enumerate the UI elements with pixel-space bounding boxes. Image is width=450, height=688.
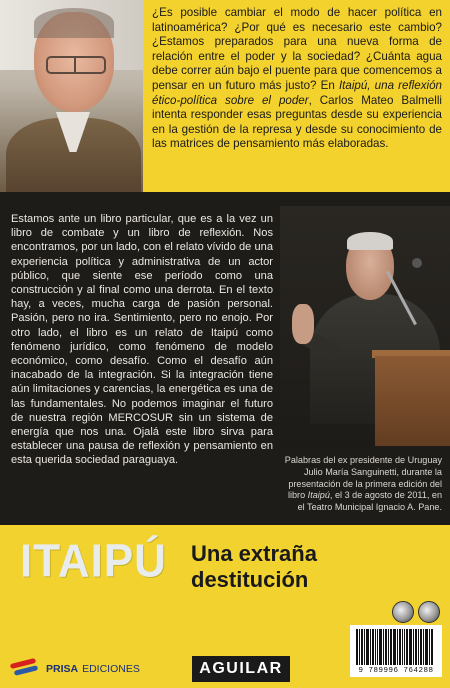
aguilar-imprint-logo: AGUILAR	[192, 656, 290, 682]
book-subtitle-line-1: Una extraña	[191, 541, 317, 566]
top-band	[0, 0, 450, 192]
caption-text-2: , el 3 de agosto de 2011, en el Teatro Municipal Ignacio A. Pane.	[297, 490, 442, 513]
bottom-band	[0, 525, 450, 688]
disc-badges	[392, 601, 440, 623]
prisa-logo-icon	[10, 659, 42, 679]
book-subtitle-line-2: destitución	[191, 567, 309, 592]
sanguinetti-quote: Estamos ante un libro particular, que es a la vez un libro de combate y un libro de reflexión. Nos encontramos, por un lado, con el relato vívido de una experiencia política y administrativa de un actor público, que siente ese período como una construcción y al final como una derrota. En el texto hay, a veces, mucha carga de pasión personal. Pasión, pero no ira. Sentimiento, pero no enojo. Por otro lado, el libro es un relato de Itaipú como fenómeno jurídico, como fenómeno de modelo económico, como desafío. Como el desafío aún inacabado de la integración. Si la integración tiene aún limitaciones y carencias, la energética es una de las fundamentales. No podemos imaginar el futuro de nuestra región MERCOSUR sin un sistema de energía que nos una. Ojalá este libro sirva para establecer una pausa de reflexión y pensamiento en esta querida sociedad paraguaya.	[11, 213, 273, 467]
barcode	[350, 625, 442, 677]
disc-icon	[418, 601, 440, 623]
book-title-main: ITAIPÚ	[20, 535, 167, 588]
quote-section	[0, 192, 450, 525]
blurb-text-1: ¿Es posible cambiar el modo de hacer política en latinoamérica? ¿Por qué es necesario este cambio? ¿Estamos preparados para una nueva forma de relación entre el poder y la sociedad? ¿Cuánta agua debe correr aún bajo el puente para que comencemos a pensar en un futuro más justo? En	[152, 6, 442, 92]
disc-icon	[392, 601, 414, 623]
photo-caption	[284, 455, 442, 514]
barcode-bars	[356, 629, 436, 665]
caption-book-title: Itaipú	[307, 490, 330, 501]
back-cover-blurb	[152, 6, 442, 152]
blurb-book-title: Itaipú, una reflexión ético-política sobre el poder	[152, 78, 442, 107]
author-photo	[0, 0, 143, 192]
caption-text-1: Palabras del ex presidente de Uruguay Julio María Sanguinetti, durante la presentación de la primera edición del libro	[284, 455, 442, 501]
blurb-text-2: , Carlos Mateo Balmelli intenta responder esas preguntas desde su experiencia en la gestión de la represa y desde su conocimiento de las matrices de pensamiento más elaboradas.	[152, 93, 442, 151]
barcode-digits: 9 789996 764288	[358, 667, 434, 675]
speaker-photo	[280, 206, 450, 446]
ediciones-label: EDICIONES	[82, 663, 140, 675]
prisa-label: PRISA	[46, 663, 79, 675]
prisa-ediciones-logo	[10, 659, 140, 679]
